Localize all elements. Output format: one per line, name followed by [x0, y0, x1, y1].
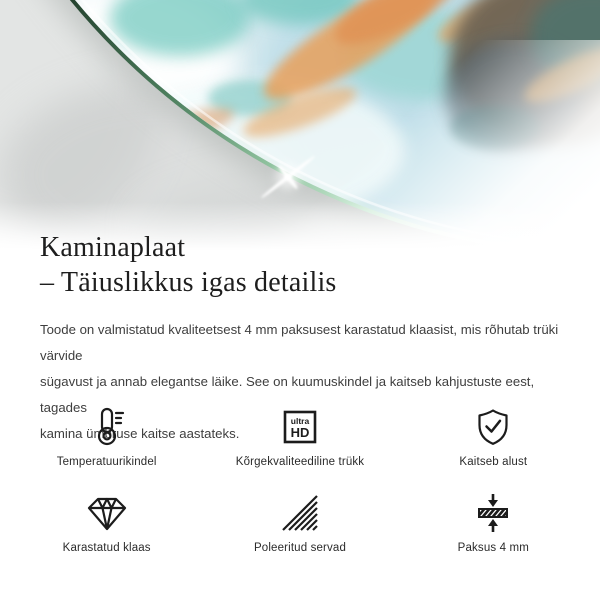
feature-label: Kõrgekvaliteediline trükk [235, 456, 365, 468]
feature-temperature [10, 399, 203, 485]
description-line: sügavust ja annab elegantse läike. See on kuumuskindel ja kaitseb kahjustuste eest, tagades [40, 374, 535, 415]
feature-grid [10, 399, 590, 571]
product-image [0, 0, 600, 250]
feature-label: Temperatuurikindel [56, 456, 157, 468]
feature-thickness [397, 485, 590, 571]
polished-edges-icon [278, 490, 322, 536]
shield-check-icon [471, 404, 515, 450]
page-title [40, 230, 570, 300]
svg-text:HD: HD [290, 425, 310, 440]
feature-label: Kaitseb alust [459, 456, 528, 468]
feature-label: Paksus 4 mm [457, 542, 529, 554]
feature-protects-base [397, 399, 590, 485]
feature-tempered-glass [10, 485, 203, 571]
feature-print-quality [203, 399, 396, 485]
ultra-hd-icon [278, 404, 322, 450]
feature-label: Karastatud klaas [62, 542, 151, 554]
feature-polished-edges [203, 485, 396, 571]
feature-label: Poleeritud servad [253, 542, 347, 554]
diamond-icon [85, 490, 129, 536]
description-line: kamina ümbruse kaitse aastateks. [40, 426, 240, 441]
thickness-icon [471, 490, 515, 536]
svg-text:ultra: ultra [290, 416, 310, 426]
description-line: Toode on valmistatud kvaliteetsest 4 mm paksusest karastatud klaasist, mis rõhutab trüki värvide [40, 322, 559, 363]
title-line-2: – Täiuslikkus igas detailis [40, 267, 337, 298]
title-line-1: Kaminaplaat [40, 232, 186, 263]
glass-plate-illustration [0, 0, 600, 250]
thermometer-icon [85, 404, 129, 450]
